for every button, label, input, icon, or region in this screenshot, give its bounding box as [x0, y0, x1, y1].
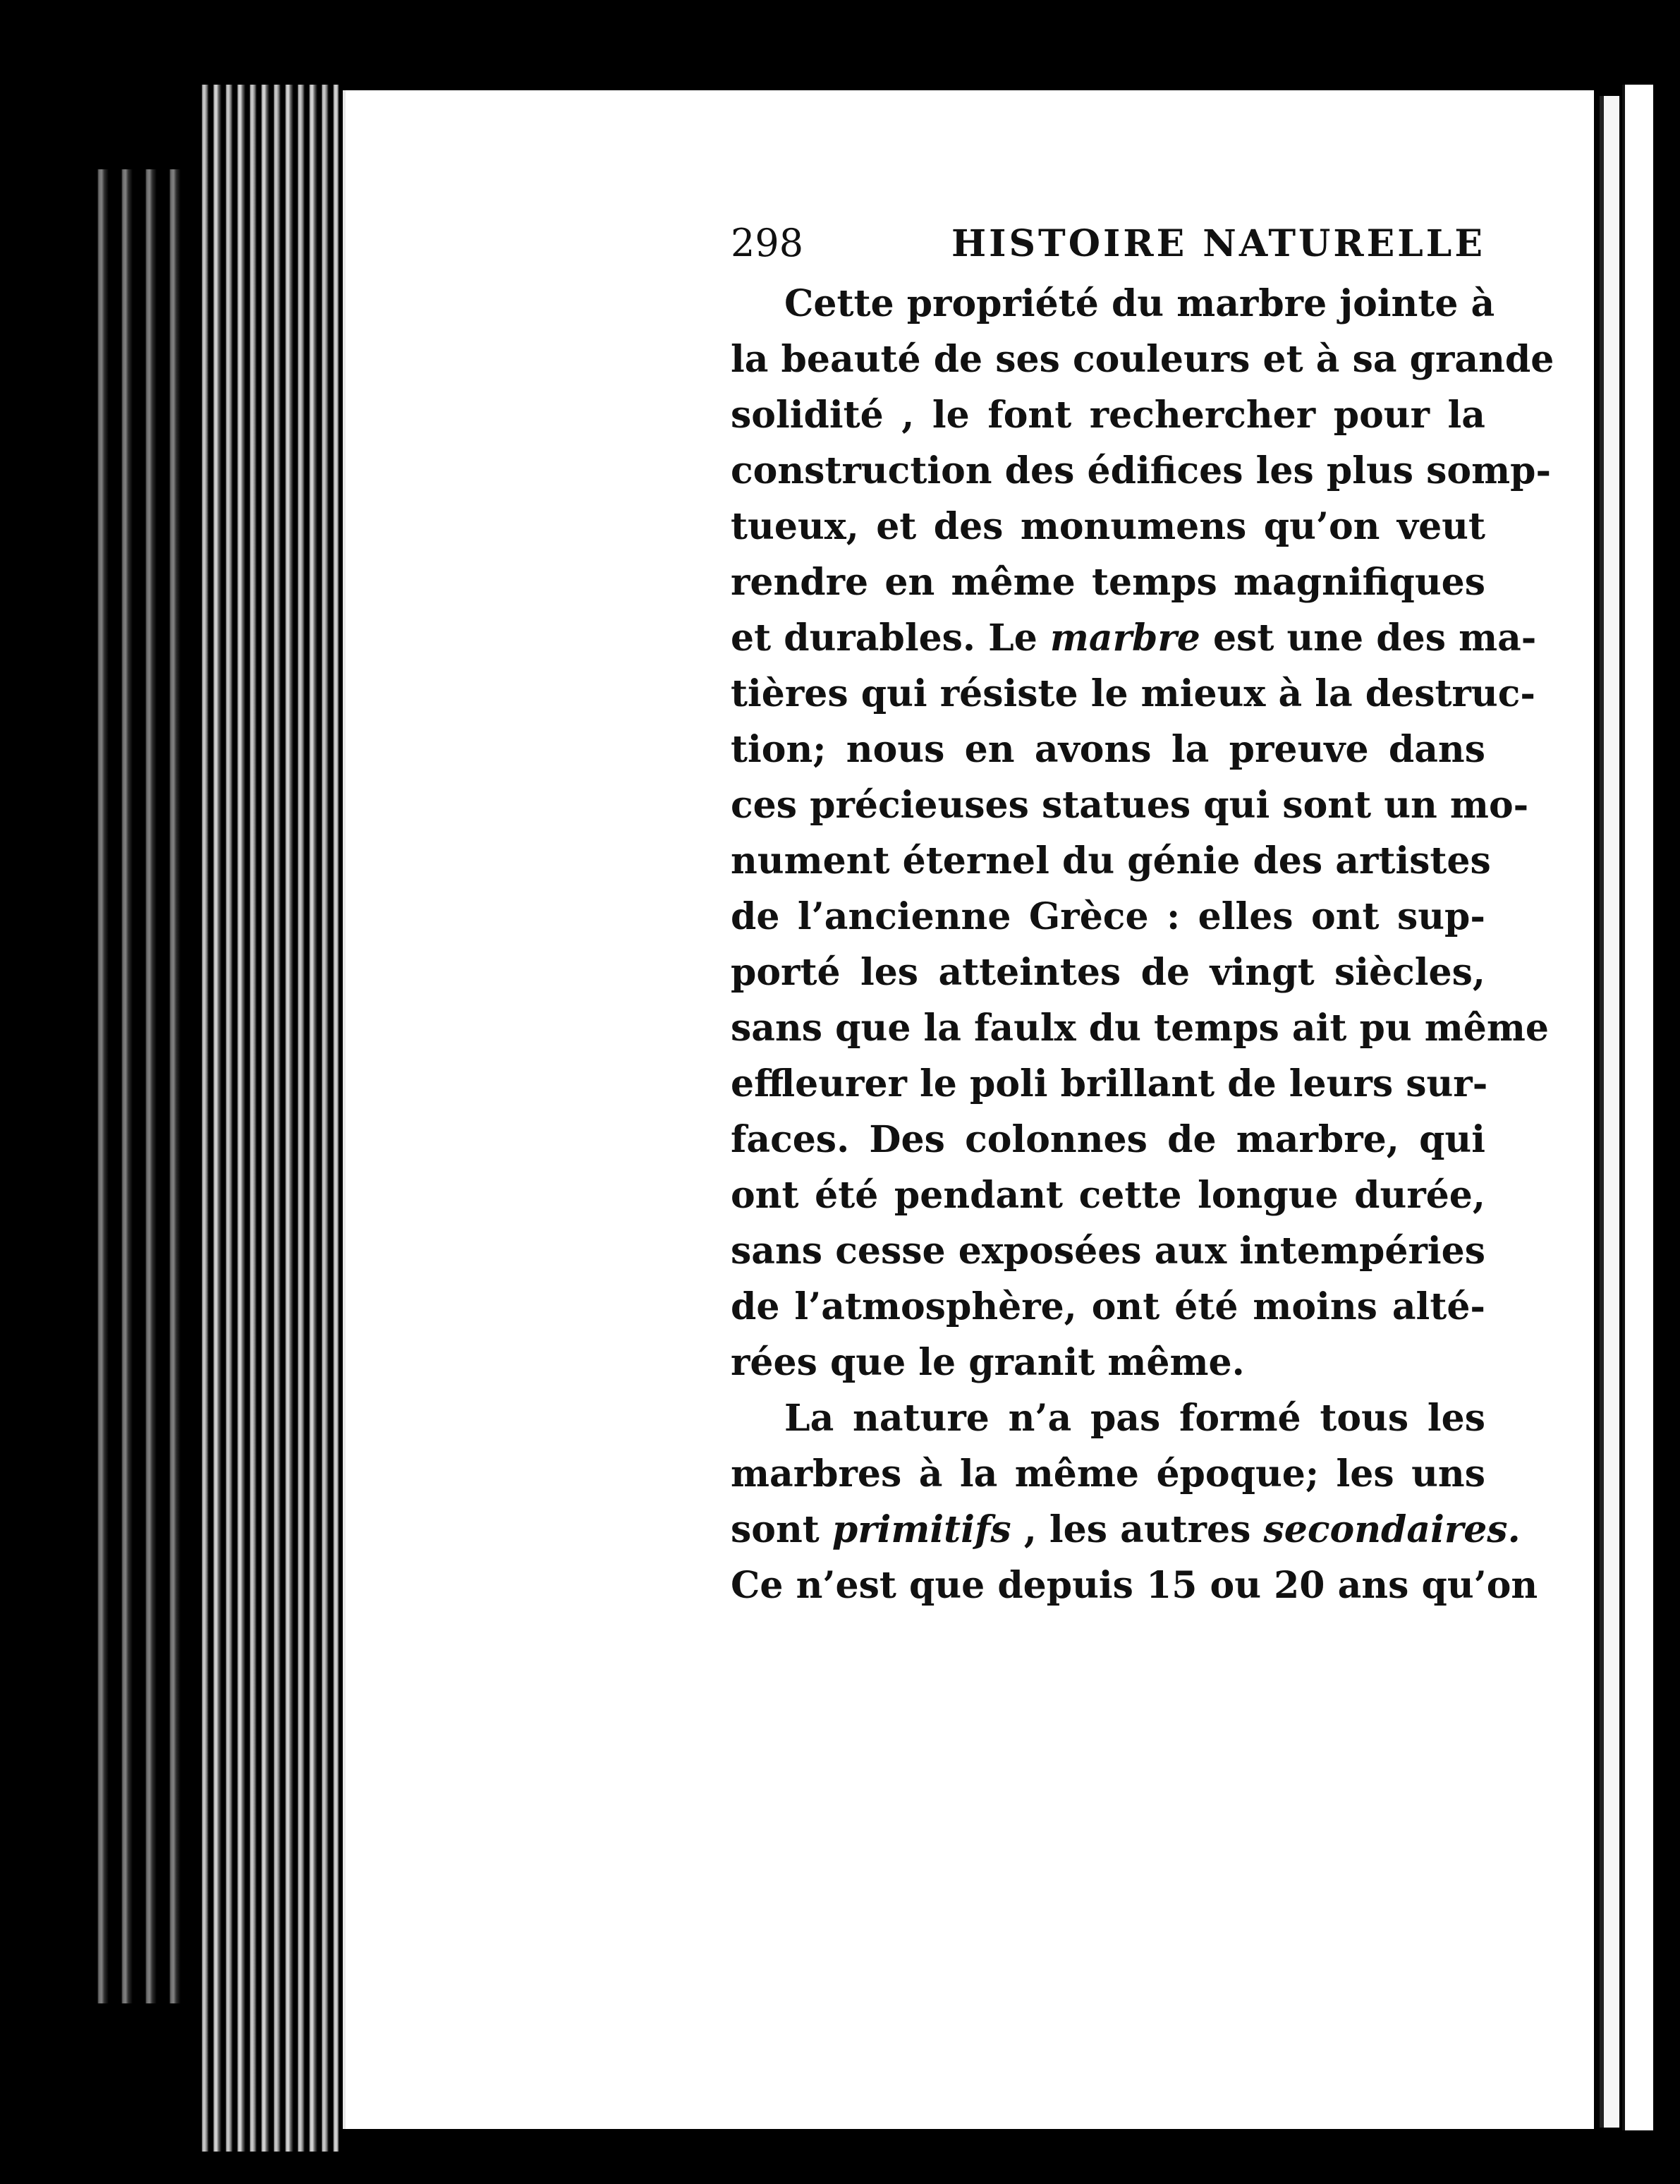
- text-line: tières qui résiste le mieux à la destruc-: [731, 672, 1535, 715]
- paragraph-1: [731, 276, 1554, 1390]
- text-line: marbres à la même époque; les uns: [731, 1452, 1485, 1496]
- text-line: effleurer le poli brillant de leurs sur-: [731, 1062, 1488, 1105]
- page-number: 298: [731, 221, 804, 265]
- text-line: faces. Des colonnes de marbre, qui: [731, 1118, 1485, 1161]
- facing-page-edge: [1600, 96, 1619, 2128]
- text-block: [731, 217, 1554, 1613]
- paragraph-2: [731, 1390, 1538, 1613]
- text-line: solidité , le font rechercher pour la: [731, 394, 1485, 437]
- text-line: rendre en même temps magnifiques: [731, 561, 1485, 604]
- text-line: tion; nous en avons la preuve dans: [731, 728, 1485, 771]
- text-line: sont primitifs , les autres secondaires.: [731, 1508, 1521, 1551]
- text-line: Cette propriété du marbre jointe à: [784, 282, 1495, 325]
- text-line: nument éternel du génie des artistes: [731, 839, 1491, 882]
- text-line: porté les atteintes de vingt siècles,: [731, 951, 1485, 994]
- page-edges: [197, 85, 339, 2152]
- page-edges-shadow: [85, 169, 183, 2003]
- running-head: [731, 217, 1485, 270]
- text-line: de l’ancienne Grèce : elles ont sup-: [731, 895, 1485, 938]
- text-line: sans que la faulx du temps ait pu même: [731, 1007, 1549, 1050]
- text-line: et durables. Le marbre est une des ma-: [731, 617, 1537, 660]
- text-line: ces précieuses statues qui sont un mo-: [731, 784, 1529, 827]
- text-line: ont été pendant cette longue durée,: [731, 1174, 1485, 1217]
- text-line: la beauté de ses couleurs et à sa grande: [731, 338, 1554, 381]
- text-line: La nature n’a pas formé tous les: [784, 1397, 1485, 1440]
- text-line: construction des édifices les plus somp-: [731, 449, 1552, 492]
- text-line: rées que le granit même.: [731, 1341, 1245, 1384]
- text-line: sans cesse exposées aux intempéries: [731, 1230, 1485, 1273]
- facing-page-edge-outer: [1622, 85, 1653, 2130]
- text-line: tueux, et des monumens qu’on veut: [731, 505, 1485, 548]
- text-line: Ce n’est que depuis 15 ou 20 ans qu’on: [731, 1564, 1538, 1607]
- text-line: de l’atmosphère, ont été moins alté-: [731, 1285, 1485, 1328]
- running-title: HISTOIRE NATURELLE: [951, 222, 1485, 265]
